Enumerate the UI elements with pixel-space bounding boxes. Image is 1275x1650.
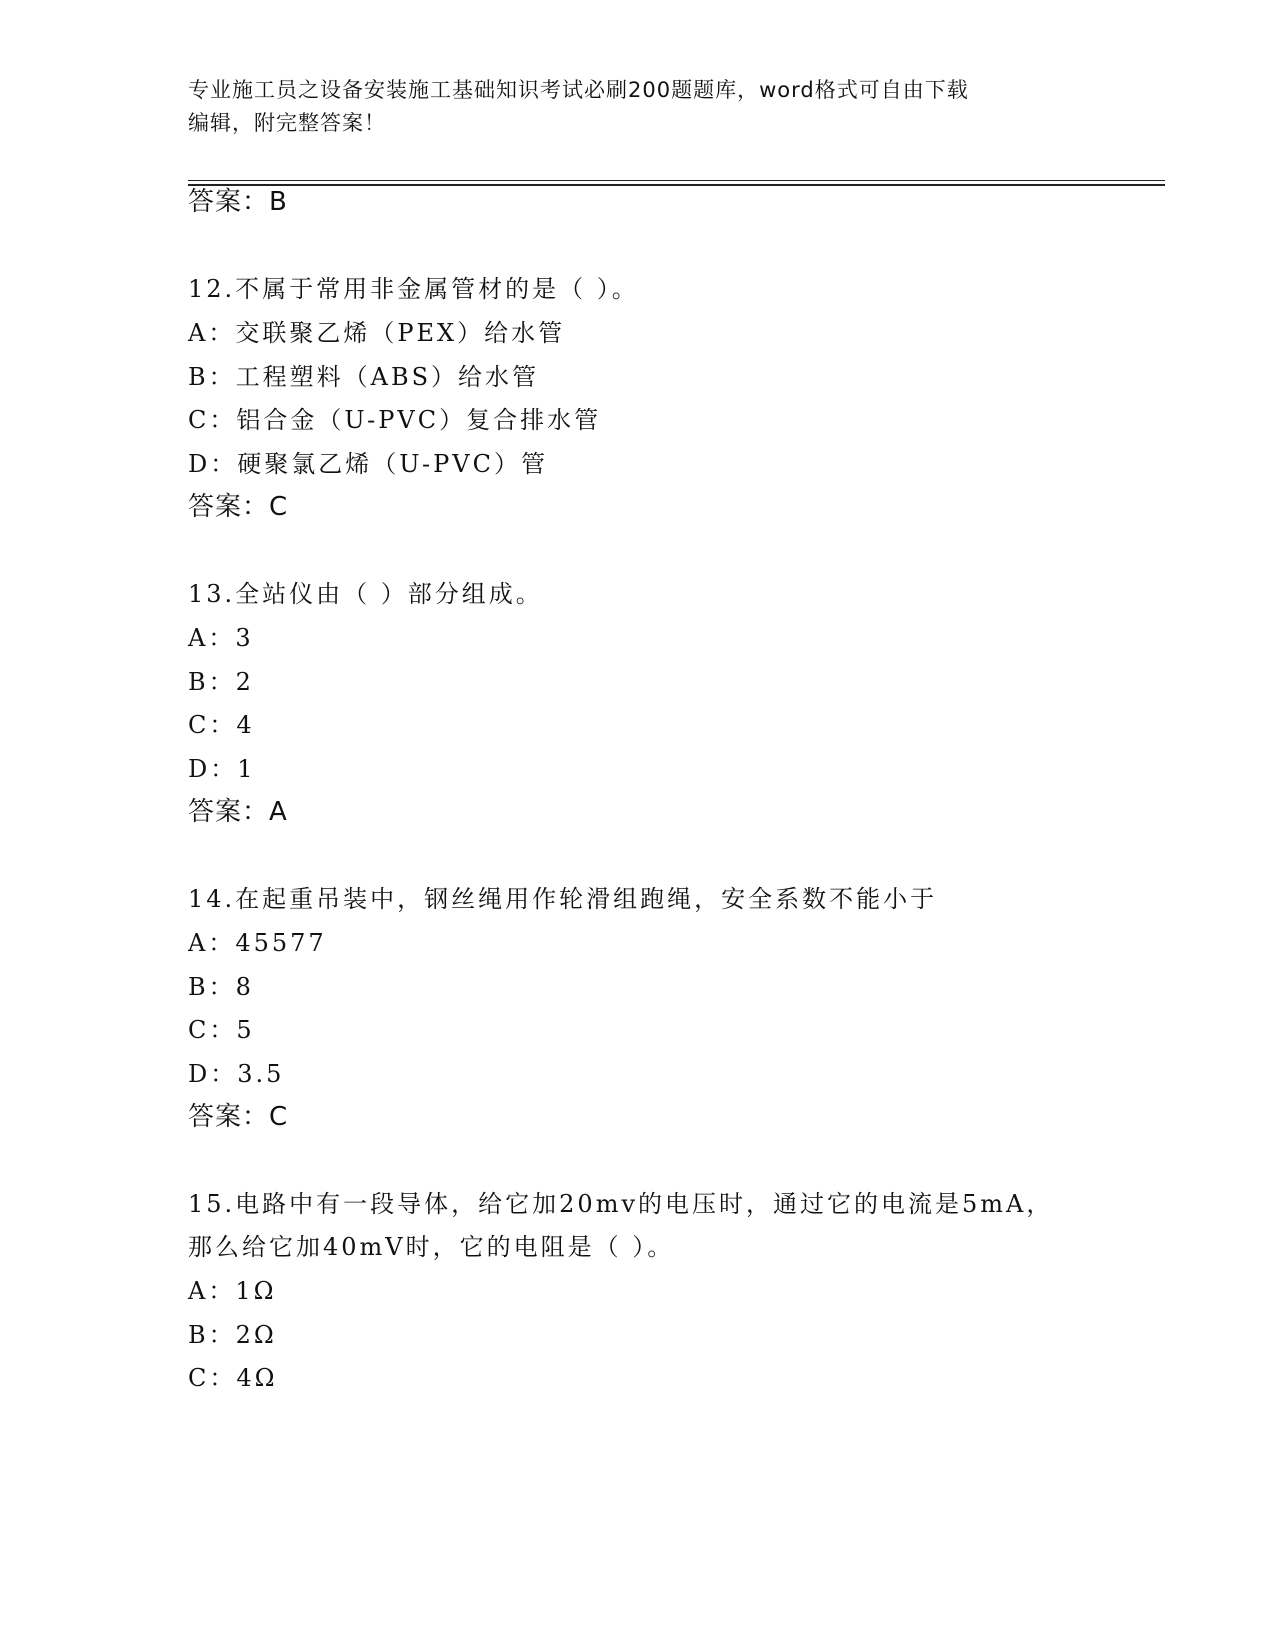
answer-11: 答案：B — [188, 187, 288, 217]
question-13-option-a: A：3 — [188, 624, 254, 652]
question-15-stem-line-2: 那么给它加40mV时，它的电阻是（ ）。 — [188, 1233, 675, 1261]
question-12-stem: 12.不属于常用非金属管材的是（ ）。 — [188, 275, 639, 303]
question-15-option-a: A：1Ω — [188, 1277, 277, 1305]
header-divider-thick — [188, 184, 1165, 186]
question-13-option-b: B：2 — [188, 668, 254, 696]
question-15-option-c: C：4Ω — [188, 1364, 278, 1392]
question-12-option-d: D：硬聚氯乙烯（U-PVC）管 — [188, 450, 548, 478]
answer-12: 答案：C — [188, 492, 289, 522]
answer-13: 答案：A — [188, 797, 288, 827]
question-15-stem-line-1: 15.电路中有一段导体，给它加20mv的电压时，通过它的电流是5mA， — [188, 1190, 1054, 1218]
question-14-option-c: C：5 — [188, 1016, 255, 1044]
header-line-1: 专业施工员之设备安装施工基础知识考试必刷200题题库，word格式可自由下载 — [188, 78, 969, 102]
question-15-option-b: B：2Ω — [188, 1321, 277, 1349]
question-12-option-b: B：工程塑料（ABS）给水管 — [188, 363, 540, 391]
question-14-option-d: D：3.5 — [188, 1060, 285, 1088]
question-12-option-a: A：交联聚乙烯（PEX）给水管 — [188, 319, 566, 347]
question-13-option-d: D：1 — [188, 755, 256, 783]
question-13-stem: 13.全站仪由（ ）部分组成。 — [188, 580, 543, 608]
header-divider — [188, 180, 1165, 181]
question-12-option-c: C：铝合金（U-PVC）复合排水管 — [188, 406, 602, 434]
header-line-2: 编辑，附完整答案！ — [188, 111, 386, 135]
question-14-option-b: B：8 — [188, 973, 254, 1001]
answer-14: 答案：C — [188, 1102, 289, 1132]
question-14-option-a: A：45577 — [188, 929, 327, 957]
question-14-stem: 14.在起重吊装中，钢丝绳用作轮滑组跑绳，安全系数不能小于 — [188, 885, 938, 913]
document-header — [188, 74, 1088, 140]
question-13-option-c: C：4 — [188, 711, 255, 739]
